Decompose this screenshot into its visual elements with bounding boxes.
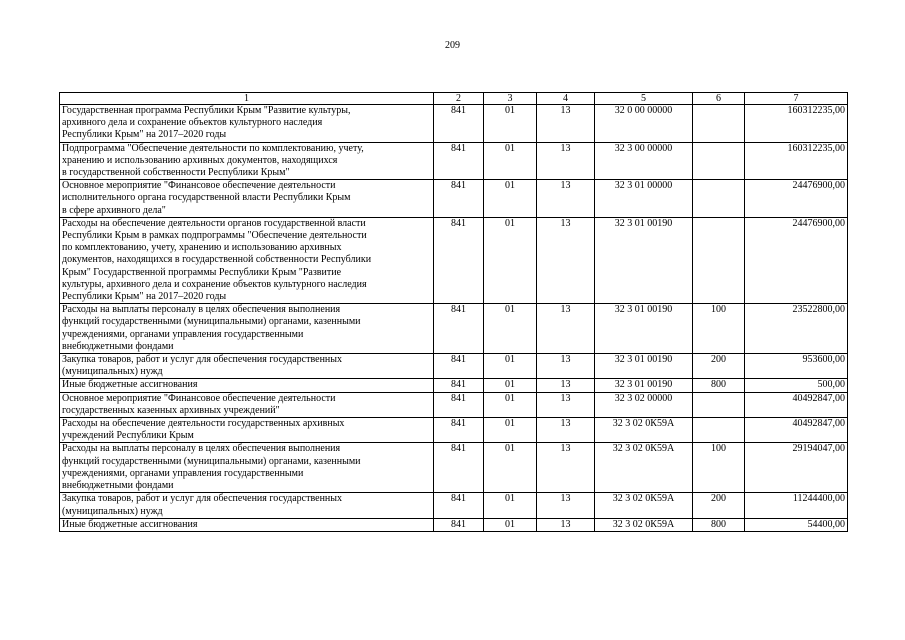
expense-type-cell [693,105,745,143]
subsection-code-cell: 13 [537,418,595,443]
expense-type-cell: 200 [693,354,745,379]
table-row [60,518,848,531]
target-article-cell: 32 3 01 00190 [595,354,693,379]
section-code-cell: 01 [484,418,537,443]
row-name-cell: Иные бюджетные ассигнования [60,379,434,392]
amount-cell: 23522800,00 [745,304,848,354]
table-row [60,379,848,392]
table-row [60,418,848,443]
row-name-cell: Расходы на обеспечение деятельности органов государственной власти Республики Крым в рамках подпрограммы "Обеспечение деятельности по комплектованию, учету, хранению и использованию архивных документов, находящихся в государственной собственности Республики Крым" Государственной программы Республики Крым "Развитие культуры, архивного дела и сохранение объектов культурного наследия Республики Крым" на 2017–2020 годы [60,217,434,303]
table-row [60,354,848,379]
subsection-code-cell: 13 [537,217,595,303]
subsection-code-cell: 13 [537,180,595,218]
table-row [60,392,848,417]
subsection-code-cell: 13 [537,142,595,180]
page-number: 209 [445,40,460,51]
column-header: 6 [693,93,745,105]
section-code-cell: 01 [484,518,537,531]
target-article-cell: 32 3 02 0К59А [595,443,693,493]
column-header: 7 [745,93,848,105]
column-header: 2 [434,93,484,105]
expense-type-cell [693,392,745,417]
table-row [60,142,848,180]
expense-type-cell: 800 [693,379,745,392]
row-name-cell: Государственная программа Республики Крым "Развитие культуры, архивного дела и сохранение объектов культурного наследия Республики Крым" на 2017–2020 годы [60,105,434,143]
table-row [60,105,848,143]
expense-type-cell [693,180,745,218]
row-name-cell: Закупка товаров, работ и услуг для обеспечения государственных (муниципальных) нужд [60,354,434,379]
row-name-cell: Расходы на выплаты персоналу в целях обеспечения выполнения функций государственными (муниципальными) органами, казенными учреждениями, органами управления государственными внебюджетными фондами [60,443,434,493]
section-code-cell: 01 [484,443,537,493]
expense-type-cell: 200 [693,493,745,518]
admin-code-cell: 841 [434,142,484,180]
row-name-cell: Расходы на обеспечение деятельности государственных архивных учреждений Республики Крым [60,418,434,443]
admin-code-cell: 841 [434,105,484,143]
target-article-cell: 32 3 01 00190 [595,379,693,392]
target-article-cell: 32 3 01 00190 [595,217,693,303]
table-row [60,180,848,218]
section-code-cell: 01 [484,142,537,180]
expense-type-cell [693,142,745,180]
admin-code-cell: 841 [434,418,484,443]
table-row [60,493,848,518]
subsection-code-cell: 13 [537,493,595,518]
amount-cell: 160312235,00 [745,105,848,143]
column-header: 1 [60,93,434,105]
expense-type-cell [693,418,745,443]
admin-code-cell: 841 [434,518,484,531]
section-code-cell: 01 [484,493,537,518]
admin-code-cell: 841 [434,354,484,379]
amount-cell: 500,00 [745,379,848,392]
section-code-cell: 01 [484,217,537,303]
row-name-cell: Основное мероприятие "Финансовое обеспечение деятельности государственных казенных архивных учреждений" [60,392,434,417]
admin-code-cell: 841 [434,180,484,218]
amount-cell: 40492847,00 [745,392,848,417]
table-row [60,304,848,354]
amount-cell: 24476900,00 [745,217,848,303]
admin-code-cell: 841 [434,379,484,392]
amount-cell: 11244400,00 [745,493,848,518]
table-row [60,443,848,493]
row-name-cell: Иные бюджетные ассигнования [60,518,434,531]
amount-cell: 54400,00 [745,518,848,531]
target-article-cell: 32 3 02 0К59А [595,418,693,443]
section-code-cell: 01 [484,304,537,354]
section-code-cell: 01 [484,379,537,392]
amount-cell: 40492847,00 [745,418,848,443]
row-name-cell: Расходы на выплаты персоналу в целях обеспечения выполнения функций государственными (муниципальными) органами, казенными учреждениями, органами управления государственными внебюджетными фондами [60,304,434,354]
row-name-cell: Закупка товаров, работ и услуг для обеспечения государственных (муниципальных) нужд [60,493,434,518]
amount-cell: 29194047,00 [745,443,848,493]
target-article-cell: 32 3 02 0К59А [595,518,693,531]
section-code-cell: 01 [484,180,537,218]
subsection-code-cell: 13 [537,354,595,379]
admin-code-cell: 841 [434,443,484,493]
subsection-code-cell: 13 [537,105,595,143]
subsection-code-cell: 13 [537,518,595,531]
row-name-cell: Основное мероприятие "Финансовое обеспечение деятельности исполнительного органа государственной власти Республики Крым в сфере архивного дела" [60,180,434,218]
budget-table [59,92,848,532]
amount-cell: 24476900,00 [745,180,848,218]
expense-type-cell: 100 [693,304,745,354]
column-header: 5 [595,93,693,105]
admin-code-cell: 841 [434,304,484,354]
amount-cell: 953600,00 [745,354,848,379]
section-code-cell: 01 [484,392,537,417]
admin-code-cell: 841 [434,493,484,518]
target-article-cell: 32 3 01 00190 [595,304,693,354]
section-code-cell: 01 [484,354,537,379]
expense-type-cell: 100 [693,443,745,493]
admin-code-cell: 841 [434,392,484,417]
subsection-code-cell: 13 [537,392,595,417]
subsection-code-cell: 13 [537,304,595,354]
column-header: 3 [484,93,537,105]
amount-cell: 160312235,00 [745,142,848,180]
expense-type-cell [693,217,745,303]
target-article-cell: 32 3 02 0К59А [595,493,693,518]
table-header-row [60,93,848,105]
target-article-cell: 32 3 02 00000 [595,392,693,417]
target-article-cell: 32 0 00 00000 [595,105,693,143]
row-name-cell: Подпрограмма "Обеспечение деятельности по комплектованию, учету, хранению и использованию архивных документов, находящихся в государственной собственности Республики Крым" [60,142,434,180]
table-row [60,217,848,303]
column-header: 4 [537,93,595,105]
expense-type-cell: 800 [693,518,745,531]
target-article-cell: 32 3 01 00000 [595,180,693,218]
admin-code-cell: 841 [434,217,484,303]
subsection-code-cell: 13 [537,379,595,392]
subsection-code-cell: 13 [537,443,595,493]
section-code-cell: 01 [484,105,537,143]
target-article-cell: 32 3 00 00000 [595,142,693,180]
